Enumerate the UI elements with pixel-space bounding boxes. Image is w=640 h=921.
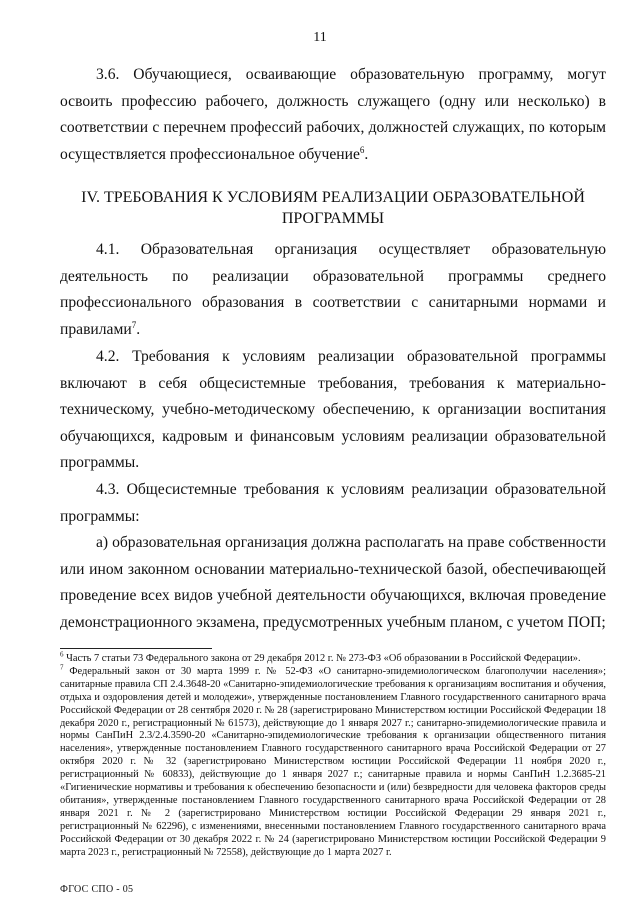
footnote-marker: 6 xyxy=(60,650,64,659)
paragraph-3-6 xyxy=(60,62,606,168)
footnote-separator xyxy=(60,648,212,649)
footnote-text: Часть 7 статьи 73 Федерального закона от 29 декабря 2012 г. № 273-ФЗ «Об образовании в Российской Федерации». xyxy=(66,653,581,664)
paragraph-4-3 xyxy=(60,477,606,530)
paragraph-3-6-tail: . xyxy=(364,145,369,163)
footnote-text: Федеральный закон от 30 марта 1999 г. № 52-ФЗ «О санитарно-эпидемиологическом благополучии населения»; санитарные правила СП 2.4.3648-20 «Санитарно-эпидемиологические требования к организациям воспитания и обучения, отдыха и оздоровления детей и молодежи», утвержденные постановлением Главного государственного санитарного врача Российской Федерации от 28 сентября 2020 г. № 28 (зарегистрировано Министерством юстиции Российской Федерации 18 декабря 2020 г., регистрационный № 61573), действующие до 1 января 2027 г.; санитарно-эпидемиологические правила и нормы СанПиН 2.3/2.4.3590-20 «Санитарно-эпидемиологические требования к организации общественного питания населения», утвержденные постановлением Главного государственного санитарного врача Российской Федерации от 27 октября 2020 г. № 32 (зарегистрировано Министерством юстиции Российской Федерации 11 ноября 2020 г., регистрационный № 60833), действующие до 1 января 2027 г.; санитарные правила и нормы СанПиН 1.2.3685-21 «Гигиенические нормативы и требования к обеспечению безопасности и (или) безвредности для человека факторов среды обитания», утвержденные постановлением Главного государственного санитарного врача Российской Федерации от 28 января 2021 г. № 2 (зарегистрировано Министерством юстиции Российской Федерации 29 января 2021 г., регистрационный № 62296), с изменениями, внесенными постановлением Главного государственного санитарного врача Российской Федерации от 30 декабря 2022 г. № 24 (зарегистрировано Министерством юстиции Российской Федерации 9 марта 2023 г., регистрационный № 72558), действующие до 1 марта 2027 г. xyxy=(60,665,606,858)
footnote-marker: 7 xyxy=(60,663,64,672)
paragraph-4-1-text: 4.1. Образовательная организация осуществляет образовательную деятельность по реализации образовательной программы среднего профессионального образования в соответствии с санитарными нормами и правилами xyxy=(60,241,606,338)
paragraph-4-1 xyxy=(60,237,606,343)
paragraph-4-3-a-text: а) образовательная организация должна располагать на праве собственности или ином законном основании материально-технической базой, обеспечивающей проведение всех видов учебной деятельности обучающихся, включая проведение демонстрационного экзамена, предусмотренных учебным планом, с учетом ПОП; xyxy=(60,534,606,631)
footnote-6 xyxy=(60,650,606,666)
document-code: ФГОС СПО - 05 xyxy=(60,884,134,895)
footnote-ref-7: 7 xyxy=(131,319,137,330)
paragraph-4-3-text: 4.3. Общесистемные требования к условиям реализации образовательной программы: xyxy=(60,481,606,525)
footnote-7 xyxy=(60,663,606,860)
footnote-ref-6: 6 xyxy=(359,144,365,155)
section-heading: IV. ТРЕБОВАНИЯ К УСЛОВИЯМ РЕАЛИЗАЦИИ ОБРАЗОВАТЕЛЬНОЙ ПРОГРАММЫ xyxy=(81,189,585,227)
page-number: 11 xyxy=(313,30,327,45)
paragraph-4-3-a xyxy=(60,530,606,636)
paragraph-4-2-text: 4.2. Требования к условиям реализации образовательной программы включают в себя общесистемные требования, требования к материально-техническому, учебно-методическому обеспечению, к организации воспитания обучающихся, кадровым и финансовым условиям реализации образовательной программы. xyxy=(60,348,606,471)
paragraph-3-6-text: 3.6. Обучающиеся, осваивающие образовательную программу, могут освоить профессию рабочего, должность служащего (одну или несколько) в соответствии с перечнем профессий рабочих, должностей служащих, по которым осуществляется профессиональное обучение xyxy=(60,66,606,163)
paragraph-4-2 xyxy=(60,344,606,477)
footnotes xyxy=(60,650,606,860)
paragraph-4-1-tail: . xyxy=(136,320,141,338)
